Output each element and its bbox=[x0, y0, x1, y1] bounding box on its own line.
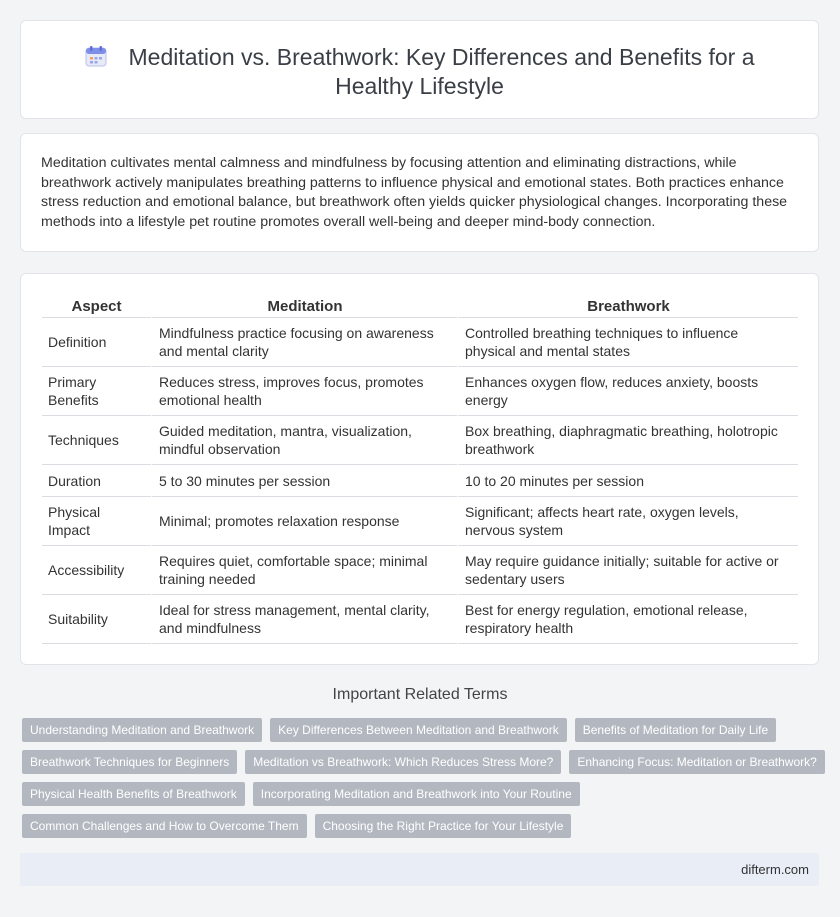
meditation-cell: Requires quiet, comfortable space; minimal training needed bbox=[151, 546, 457, 595]
aspect-cell: Techniques bbox=[42, 416, 151, 465]
table-header-row bbox=[42, 296, 798, 318]
related-term-tag[interactable]: Choosing the Right Practice for Your Lifestyle bbox=[315, 814, 572, 838]
header-breathwork: Breathwork bbox=[457, 296, 798, 318]
related-term-tag[interactable]: Key Differences Between Meditation and Breathwork bbox=[270, 718, 567, 742]
related-term-tag[interactable]: Meditation vs Breathwork: Which Reduces Stress More? bbox=[245, 750, 561, 774]
aspect-cell: Definition bbox=[42, 318, 151, 367]
aspect-cell: Primary Benefits bbox=[42, 367, 151, 416]
related-terms-title: Important Related Terms bbox=[332, 686, 508, 703]
related-term-tag[interactable]: Physical Health Benefits of Breathwork bbox=[22, 782, 245, 806]
breathwork-cell: Controlled breathing techniques to influence physical and mental states bbox=[457, 318, 798, 367]
page-title: Meditation vs. Breathwork: Key Differences and Benefits for a Healthy Lifestyle bbox=[128, 44, 755, 99]
calendar-icon bbox=[85, 45, 107, 67]
meditation-cell: Mindfulness practice focusing on awareness and mental clarity bbox=[151, 318, 457, 367]
breathwork-cell: Box breathing, diaphragmatic breathing, holotropic breathwork bbox=[457, 416, 798, 465]
related-term-tag[interactable]: Understanding Meditation and Breathwork bbox=[22, 718, 262, 742]
table-row bbox=[42, 367, 798, 416]
breathwork-cell: 10 to 20 minutes per session bbox=[457, 465, 798, 497]
table-row bbox=[42, 416, 798, 465]
meditation-cell: Guided meditation, mantra, visualization, mindful observation bbox=[151, 416, 457, 465]
related-term-tag[interactable]: Breathwork Techniques for Beginners bbox=[22, 750, 237, 774]
table-row bbox=[42, 595, 798, 644]
aspect-cell: Physical Impact bbox=[42, 497, 151, 546]
meditation-cell: Reduces stress, improves focus, promotes emotional health bbox=[151, 367, 457, 416]
table-row bbox=[42, 546, 798, 595]
intro-card bbox=[20, 133, 819, 252]
footer bbox=[20, 853, 819, 886]
footer-site-link[interactable]: difterm.com bbox=[741, 862, 809, 877]
breathwork-cell: Enhances oxygen flow, reduces anxiety, boosts energy bbox=[457, 367, 798, 416]
breathwork-cell: May require guidance initially; suitable for active or sedentary users bbox=[457, 546, 798, 595]
intro-paragraph: Meditation cultivates mental calmness and mindfulness by focusing attention and eliminating distractions, while breathwork actively manipulates breathing patterns to influence physical and emotional states. Both practices enhance stress reduction and emotional balance, but breathwork often yields quicker physiological changes. Incorporating these methods into a lifestyle pet routine promotes overall well-being and deeper mind-body connection. bbox=[41, 155, 788, 230]
related-term-tag[interactable]: Common Challenges and How to Overcome Them bbox=[22, 814, 307, 838]
related-term-tag[interactable]: Benefits of Meditation for Daily Life bbox=[575, 718, 776, 742]
aspect-cell: Accessibility bbox=[42, 546, 151, 595]
page-title-row bbox=[21, 43, 818, 101]
header-aspect: Aspect bbox=[42, 296, 151, 318]
aspect-cell: Suitability bbox=[42, 595, 151, 644]
related-terms-list bbox=[22, 718, 822, 846]
breathwork-cell: Best for energy regulation, emotional release, respiratory health bbox=[457, 595, 798, 644]
comparison-card bbox=[20, 273, 819, 665]
breathwork-cell: Significant; affects heart rate, oxygen levels, nervous system bbox=[457, 497, 798, 546]
meditation-cell: 5 to 30 minutes per session bbox=[151, 465, 457, 497]
comparison-table bbox=[42, 296, 798, 644]
title-card bbox=[20, 20, 819, 119]
table-row bbox=[42, 465, 798, 497]
related-term-tag[interactable]: Enhancing Focus: Meditation or Breathwork? bbox=[569, 750, 824, 774]
table-row bbox=[42, 497, 798, 546]
meditation-cell: Ideal for stress management, mental clarity, and mindfulness bbox=[151, 595, 457, 644]
header-meditation: Meditation bbox=[151, 296, 457, 318]
meditation-cell: Minimal; promotes relaxation response bbox=[151, 497, 457, 546]
aspect-cell: Duration bbox=[42, 465, 151, 497]
related-term-tag[interactable]: Incorporating Meditation and Breathwork into Your Routine bbox=[253, 782, 580, 806]
table-row bbox=[42, 318, 798, 367]
